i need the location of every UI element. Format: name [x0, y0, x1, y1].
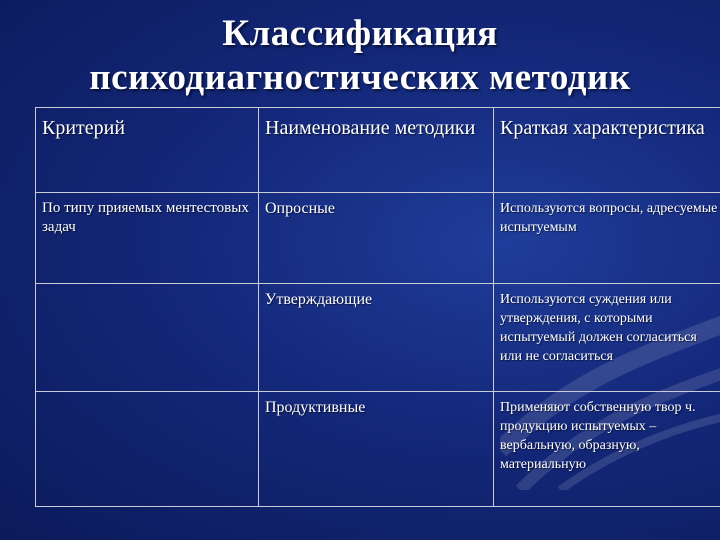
cell-method-name: Опросные [259, 193, 494, 284]
cell-description: Применяют собственную твор ч. продукцию испытуемых – вербальную, образную, материальную [494, 392, 720, 507]
cell-method-name: Продуктивные [259, 392, 494, 507]
table-row [36, 193, 720, 284]
cell-criterion: По типу прияемых ментестовых задач [36, 193, 259, 284]
header-criterion: Критерий [36, 108, 259, 193]
cell-method-name: Утверждающие [259, 284, 494, 392]
header-method-name: Наименование методики [259, 108, 494, 193]
slide-title [0, 12, 720, 100]
header-description: Краткая характеристика [494, 108, 720, 193]
table-row [36, 284, 720, 392]
table-header-row [36, 108, 720, 193]
cell-description: Используются вопросы, адресуемые испытуемым [494, 193, 720, 284]
table-row [36, 392, 720, 507]
cell-criterion [36, 392, 259, 507]
slide-title-line-2: психодиагностических методик [89, 57, 631, 98]
cell-description: Используются суждения или утверждения, с которыми испытуемый должен согласиться или не согласиться [494, 284, 720, 392]
classification-table [35, 107, 720, 507]
slide-title-line-1: Классификация [222, 13, 498, 54]
cell-criterion [36, 284, 259, 392]
